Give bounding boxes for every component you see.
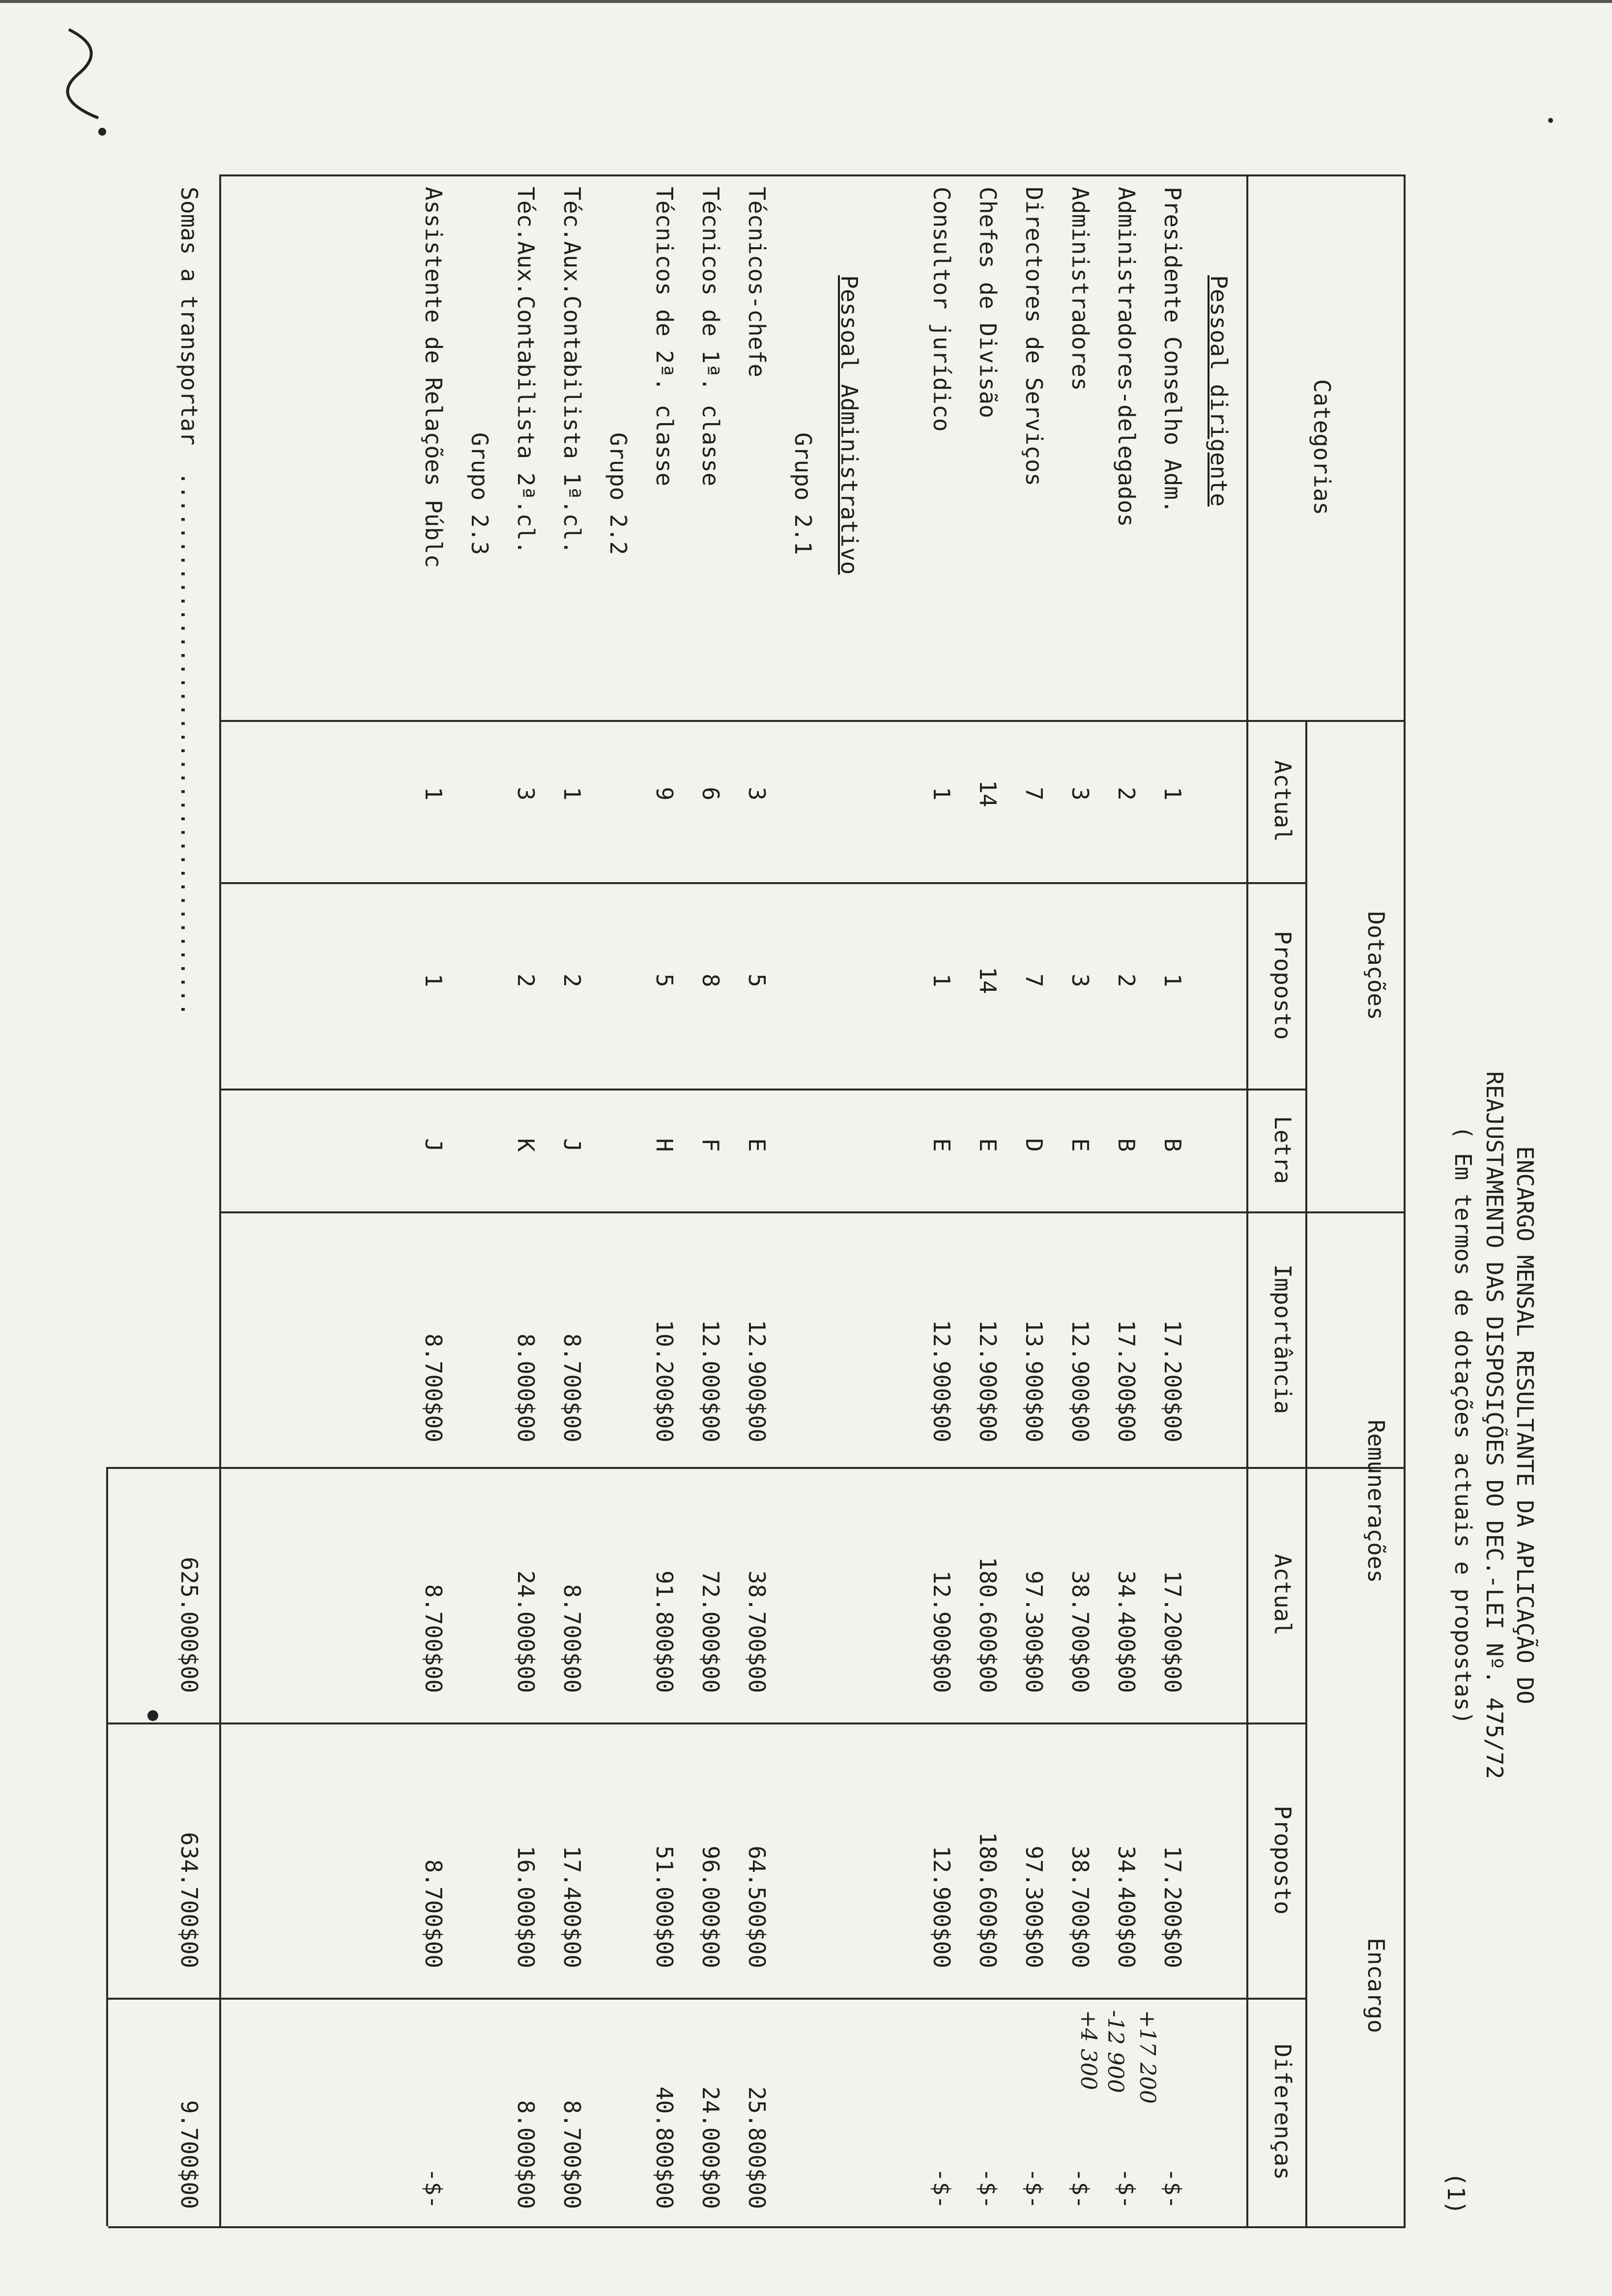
cell-enc-proposto: 64.500$00 bbox=[744, 1845, 770, 1968]
cell-enc-proposto: 17.400$00 bbox=[559, 1845, 585, 1968]
grid-line bbox=[221, 1211, 1406, 1213]
cell-importancia: 12.900$00 bbox=[975, 1320, 1001, 1442]
cell-diferencas: -$- bbox=[928, 2168, 955, 2209]
header-importancia: Importância bbox=[1269, 1264, 1296, 1414]
cell-actual: 3 bbox=[744, 787, 770, 801]
cell-proposto: 2 bbox=[1113, 974, 1140, 987]
cell-actual: 3 bbox=[1067, 787, 1094, 801]
title-line-3: ( Em termos de dotações actuais e propostas) bbox=[1450, 1125, 1476, 1725]
totals-label: Somas a transportar bbox=[176, 187, 202, 446]
cell-proposto: 7 bbox=[1021, 974, 1047, 987]
cell-letra: H bbox=[651, 1138, 678, 1152]
section-heading: Pessoal dirigente bbox=[1206, 275, 1232, 507]
cell-proposto: 1 bbox=[1159, 974, 1186, 987]
cell-proposto: 1 bbox=[928, 974, 955, 987]
cell-letra: B bbox=[1113, 1138, 1140, 1152]
category-name: Téc.Aux.Contabilista 2ª.cl. bbox=[513, 187, 539, 554]
cell-importancia: 17.200$00 bbox=[1113, 1320, 1140, 1442]
cell-actual: 1 bbox=[559, 787, 585, 801]
signature-mark bbox=[29, 20, 128, 138]
cell-letra: E bbox=[744, 1138, 770, 1152]
cell-importancia: 8.700$00 bbox=[420, 1333, 447, 1442]
handwritten-note: -12 900 bbox=[1103, 2010, 1128, 2093]
cell-letra: D bbox=[1021, 1138, 1047, 1152]
cell-proposto: 1 bbox=[420, 974, 447, 987]
cell-proposto: 14 bbox=[975, 967, 1001, 994]
category-name: Consultor jurídico bbox=[928, 187, 955, 432]
cell-letra: E bbox=[975, 1138, 1001, 1152]
cell-proposto: 3 bbox=[1067, 974, 1094, 987]
group-heading: Grupo 2.3 bbox=[466, 432, 493, 555]
totals-diferencas: 9.700$00 bbox=[176, 2100, 202, 2209]
cell-diferencas: 24.000$00 bbox=[697, 2086, 724, 2209]
cell-enc-actual: 38.700$00 bbox=[1067, 1570, 1094, 1693]
cell-diferencas: -$- bbox=[420, 2168, 447, 2209]
cell-enc-proposto: 96.000$00 bbox=[697, 1845, 724, 1968]
category-name: Directores de Serviços bbox=[1021, 187, 1047, 487]
cell-diferencas: 8.700$00 bbox=[559, 2100, 585, 2209]
cell-diferencas: -$- bbox=[1021, 2168, 1047, 2209]
cell-enc-actual: 17.200$00 bbox=[1159, 1570, 1186, 1693]
cell-diferencas: -$- bbox=[1159, 2168, 1186, 2209]
header-categorias: Categorias bbox=[1309, 379, 1335, 516]
grid-line bbox=[106, 1467, 108, 2226]
cell-enc-proposto: 17.200$00 bbox=[1159, 1845, 1186, 1968]
cell-proposto: 5 bbox=[651, 974, 678, 987]
cell-enc-actual: 34.400$00 bbox=[1113, 1570, 1140, 1693]
cell-importancia: 12.900$00 bbox=[744, 1320, 770, 1442]
category-name: Assistente de Relações Públc bbox=[420, 187, 447, 568]
cell-proposto: 5 bbox=[744, 974, 770, 987]
cell-importancia: 12.900$00 bbox=[928, 1320, 955, 1442]
group-heading: Grupo 2.2 bbox=[605, 432, 632, 555]
category-name: Técnicos de 2ª. classe bbox=[651, 187, 678, 487]
cell-enc-proposto: 12.900$00 bbox=[928, 1845, 955, 1968]
grid-line bbox=[1305, 720, 1307, 2226]
group-heading: Grupo 2.1 bbox=[790, 432, 816, 555]
cell-letra: B bbox=[1159, 1138, 1186, 1152]
category-name: Administradores bbox=[1067, 187, 1094, 391]
cell-diferencas: -$- bbox=[975, 2168, 1001, 2209]
cell-enc-proposto: 180.600$00 bbox=[975, 1832, 1001, 1968]
cell-proposto: 8 bbox=[697, 974, 724, 987]
category-name: Chefes de Divisão bbox=[975, 187, 1001, 418]
grid-line bbox=[108, 2226, 1406, 2228]
cell-actual: 6 bbox=[697, 787, 724, 801]
cell-actual: 7 bbox=[1021, 787, 1047, 801]
cell-diferencas: -$- bbox=[1113, 2168, 1140, 2209]
cell-enc-actual: 91.800$00 bbox=[651, 1570, 678, 1693]
header-enc-proposto: Proposto bbox=[1269, 1806, 1296, 1915]
cell-importancia: 17.200$00 bbox=[1159, 1320, 1186, 1442]
section-heading: Pessoal Administrativo bbox=[836, 275, 863, 575]
grid-line bbox=[221, 720, 1406, 722]
cell-actual: 1 bbox=[928, 787, 955, 801]
category-name: Administradores-delegados bbox=[1113, 187, 1140, 527]
cell-enc-actual: 97.300$00 bbox=[1021, 1570, 1047, 1693]
grid-line bbox=[1404, 174, 1406, 2226]
header-encargo: Encargo bbox=[1363, 1938, 1389, 2033]
cell-proposto: 2 bbox=[559, 974, 585, 987]
cell-importancia: 8.700$00 bbox=[559, 1333, 585, 1442]
cell-enc-actual: 24.000$00 bbox=[513, 1570, 539, 1693]
page-number: (1) bbox=[1442, 2172, 1469, 2215]
category-name: Presidente Conselho Adm. bbox=[1159, 187, 1186, 514]
cell-diferencas: -$- bbox=[1067, 2168, 1094, 2209]
cell-enc-actual: 180.600$00 bbox=[975, 1557, 1001, 1693]
cell-enc-proposto: 16.000$00 bbox=[513, 1845, 539, 1968]
cell-importancia: 13.900$00 bbox=[1021, 1320, 1047, 1442]
header-diferencas: Diferenças bbox=[1269, 2044, 1296, 2180]
cell-importancia: 8.000$00 bbox=[513, 1333, 539, 1442]
cell-importancia: 12.900$00 bbox=[1067, 1320, 1094, 1442]
cell-enc-proposto: 34.400$00 bbox=[1113, 1845, 1140, 1968]
title-line-1: ENCARGO MENSAL RESULTANTE DA APLICAÇÃO DO bbox=[1512, 1146, 1538, 1704]
cell-enc-actual: 72.000$00 bbox=[697, 1570, 724, 1693]
header-enc-actual: Actual bbox=[1269, 1553, 1296, 1636]
cell-actual: 1 bbox=[420, 787, 447, 801]
header-actual: Actual bbox=[1269, 760, 1296, 842]
category-name: Téc.Aux.Contabilista 1ª.cl. bbox=[559, 187, 585, 554]
cell-importancia: 12.000$00 bbox=[697, 1320, 724, 1442]
header-proposto: Proposto bbox=[1269, 931, 1296, 1040]
totals-dots: ........................................ bbox=[176, 472, 202, 1016]
header-remuneracoes: Remunerações bbox=[1363, 1419, 1389, 1583]
cell-diferencas: 40.800$00 bbox=[651, 2086, 678, 2209]
cell-enc-actual: 38.700$00 bbox=[744, 1570, 770, 1693]
cell-importancia: 10.200$00 bbox=[651, 1320, 678, 1442]
cell-enc-proposto: 97.300$00 bbox=[1021, 1845, 1047, 1968]
cell-enc-actual: 8.700$00 bbox=[559, 1584, 585, 1693]
title-line-2: REAJUSTAMENTO DAS DISPOSIÇÕES DO DEC.-LEI Nº. 475/72 bbox=[1481, 1071, 1508, 1779]
cell-enc-proposto: 51.000$00 bbox=[651, 1845, 678, 1968]
grid-line bbox=[1246, 174, 1248, 2226]
cell-actual: 1 bbox=[1159, 787, 1186, 801]
cell-actual: 2 bbox=[1113, 787, 1140, 801]
cell-letra: K bbox=[513, 1138, 539, 1152]
cell-diferencas: 8.000$00 bbox=[513, 2100, 539, 2209]
cell-letra: J bbox=[420, 1138, 447, 1152]
cell-letra: J bbox=[559, 1138, 585, 1152]
cell-letra: E bbox=[928, 1138, 955, 1152]
totals-enc-actual: 625.000$00 bbox=[176, 1557, 202, 1693]
cell-diferencas: 25.800$00 bbox=[744, 2086, 770, 2209]
grid-line bbox=[219, 174, 221, 2226]
handwritten-note: +17 200 bbox=[1135, 2010, 1160, 2104]
category-name: Técnicos-chefe bbox=[744, 187, 770, 377]
cell-actual: 3 bbox=[513, 787, 539, 801]
cell-letra: E bbox=[1067, 1138, 1094, 1152]
header-letra: Letra bbox=[1269, 1116, 1296, 1184]
cell-enc-proposto: 8.700$00 bbox=[420, 1859, 447, 1968]
totals-enc-proposto: 634.700$00 bbox=[176, 1832, 202, 1968]
header-dotacoes: Dotações bbox=[1363, 911, 1389, 1020]
cell-proposto: 2 bbox=[513, 974, 539, 987]
cell-enc-proposto: 38.700$00 bbox=[1067, 1845, 1094, 1968]
cell-actual: 14 bbox=[975, 780, 1001, 807]
cell-actual: 9 bbox=[651, 787, 678, 801]
grid-line bbox=[221, 174, 1406, 176]
cell-letra: F bbox=[697, 1138, 724, 1152]
cell-enc-actual: 8.700$00 bbox=[420, 1584, 447, 1693]
category-name: Técnicos de 1ª. classe bbox=[697, 187, 724, 487]
cell-enc-actual: 12.900$00 bbox=[928, 1570, 955, 1693]
handwritten-note: +4 300 bbox=[1076, 2010, 1101, 2090]
